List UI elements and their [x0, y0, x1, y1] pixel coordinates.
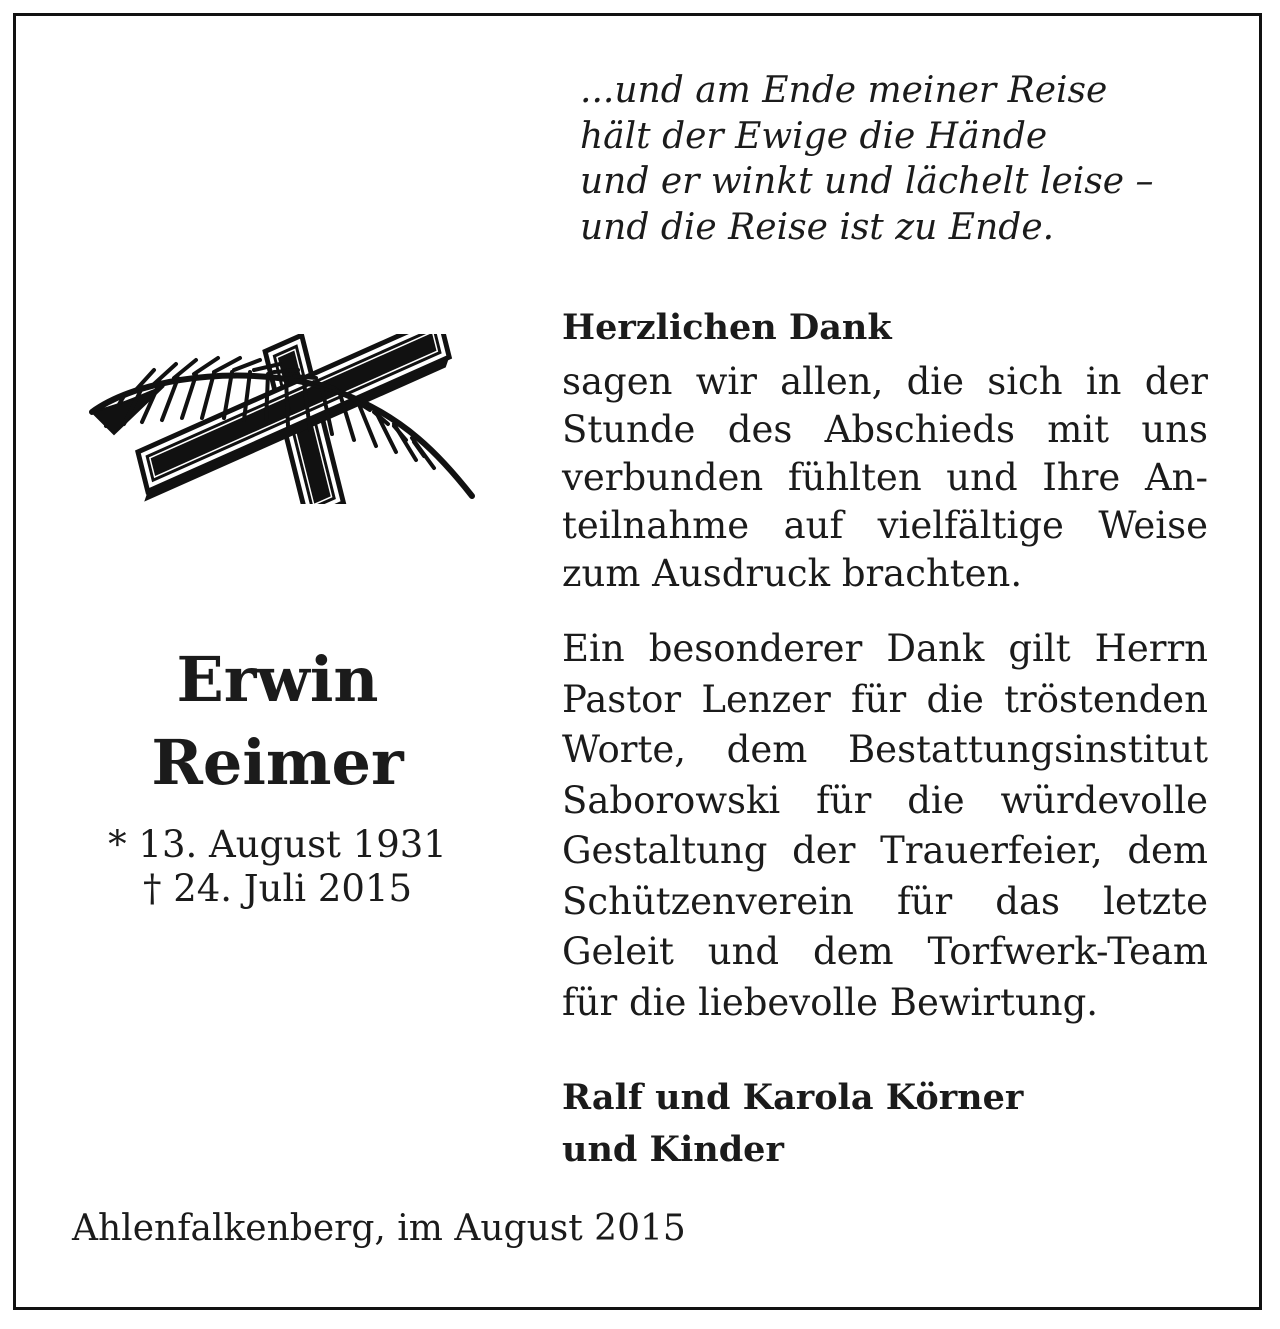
signature-line: und Kinder	[562, 1129, 784, 1170]
deceased-last-name: Reimer	[151, 726, 404, 799]
death-date: † 24. Juli 2015	[142, 867, 413, 910]
text-line: für die liebevolle Bewirtung.	[562, 980, 1099, 1024]
text-line: verbunden fühlten und Ihre An-	[562, 456, 1208, 499]
signature	[562, 1072, 1023, 1176]
poem-line: hält der Ewige die Hände	[580, 115, 1048, 157]
poem	[580, 68, 1220, 250]
text-line: Geleit und dem Torfwerk-Team	[562, 930, 1208, 973]
poem-line: ...und am Ende meiner Reise	[580, 70, 1108, 111]
thanks-paragraph-2	[562, 624, 1208, 1028]
text-line: zum Ausdruck brachten.	[562, 552, 1023, 595]
text-line: Worte, dem Bestattungsinstitut	[562, 728, 1208, 771]
text-line: Pastor Lenzer für die tröstenden	[562, 677, 1208, 721]
thanks-paragraph-1	[562, 358, 1208, 598]
text-line: Ein besonderer Dank gilt Herrn	[562, 627, 1208, 670]
text-line: sagen wir allen, die sich in der	[562, 360, 1208, 403]
thanks-heading: Herzlichen Dank	[562, 307, 892, 348]
text-line: Stunde des Abschieds mit uns	[562, 408, 1208, 451]
cross-with-palm-frond-icon	[84, 334, 479, 504]
signature-line: Ralf und Karola Körner	[562, 1077, 1024, 1118]
text-line: Schützenverein für das letzte	[562, 879, 1208, 923]
text-line: teilnahme auf vielfältige Weise	[562, 504, 1208, 547]
poem-line: und die Reise ist zu Ende.	[580, 206, 1055, 248]
text-line: Gestaltung der Trauerfeier, dem	[562, 829, 1208, 872]
birth-date: * 13. August 1931	[108, 823, 447, 866]
place-and-date: Ahlenfalkenberg, im August 2015	[72, 1208, 686, 1249]
text-line: Saborowski für die würdevolle	[562, 778, 1208, 822]
poem-line: und er winkt und lächelt leise –	[580, 161, 1154, 202]
deceased-first-name: Erwin	[176, 643, 379, 716]
